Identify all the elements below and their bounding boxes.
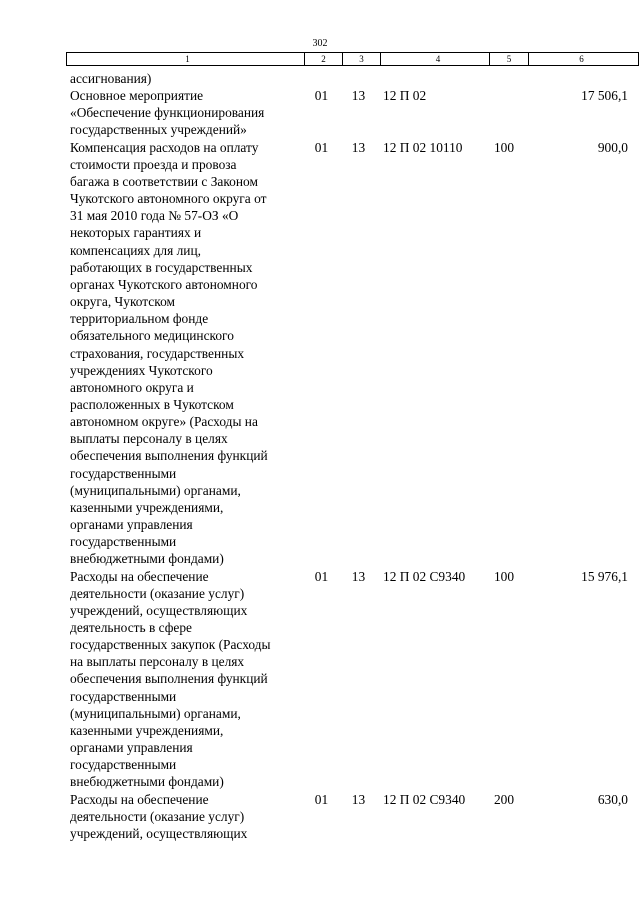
budget-table [66, 70, 632, 842]
row-section-code: 01 [314, 568, 329, 584]
page-number: 302 [312, 38, 328, 49]
row-target-code: 12 П 02 С9340 [383, 791, 466, 807]
row-expense-type [485, 87, 523, 138]
row-amount: 630,0 [597, 791, 628, 807]
row-description: Расходы на обеспечение деятельности (оказание услуг) учреждений, осуществляющих деятельность в сфере государственных закупок (Расходы на выплаты персоналу в целях обеспечения выполнения функций государственными (муниципальными) органами, казенными учреждениями, органами управления государственными внебюджетными фондами) [70, 568, 271, 790]
column-header-table [66, 52, 639, 66]
column-header-2: 2 [305, 53, 343, 66]
row-target-code: 12 П 02 [383, 88, 427, 104]
row-subsection-code: 13 [351, 568, 366, 584]
row-expense-type: 100 [493, 139, 515, 155]
table-row [66, 139, 632, 568]
row-expense-type [485, 70, 523, 87]
column-header-row [67, 53, 639, 66]
row-subsection-code: 13 [351, 88, 366, 104]
table-row [66, 791, 632, 842]
column-header-3: 3 [343, 53, 381, 66]
row-section-code: 01 [314, 791, 329, 807]
column-header-6: 6 [529, 53, 639, 66]
row-amount: 15 976,1 [581, 568, 628, 584]
row-expense-type: 200 [493, 791, 515, 807]
column-header-4: 4 [381, 53, 490, 66]
row-section-code: 01 [314, 139, 329, 155]
row-target-code: 12 П 02 С9340 [383, 568, 466, 584]
row-description: Расходы на обеспечение деятельности (оказание услуг) учреждений, осуществляющих [70, 791, 248, 841]
row-subsection-code: 13 [351, 139, 366, 155]
row-amount [523, 70, 632, 87]
table-row [66, 70, 632, 87]
row-amount: 17 506,1 [581, 88, 628, 104]
column-header-1: 1 [67, 53, 305, 66]
row-section-code: 01 [314, 88, 329, 104]
column-header-5: 5 [490, 53, 529, 66]
row-description: Основное мероприятие «Обеспечение функционирования государственных учреждений» [70, 88, 265, 138]
row-amount: 900,0 [597, 139, 628, 155]
row-target-code [377, 70, 485, 87]
table-row [66, 87, 632, 138]
row-subsection-code: 13 [351, 791, 366, 807]
table-row [66, 568, 632, 791]
row-section-code [303, 70, 340, 87]
row-target-code: 12 П 02 10110 [383, 139, 463, 155]
row-subsection-code [340, 70, 377, 87]
row-expense-type: 100 [493, 568, 515, 584]
row-description: ассигнования) [70, 71, 152, 86]
row-description: Компенсация расходов на оплату стоимости проезда и провоза багажа в соответствии с Законом Чукотского автономного округа от 31 мая 2010 года № 57-ОЗ «О некоторых гарантиях и компенсациях для лиц, работающих в государственных органах Чукотского автономного округа, Чукотском территориальном фонде обязательного медицинского страхования, государственных учреждениях Чукотского автономного округа и расположенных в Чукотском автономном округе» (Расходы на выплаты персоналу в целях обеспечения выполнения функций государственными (муниципальными) органами, казенными учреждениями, органами управления государственными внебюджетными фондами) [70, 139, 268, 567]
